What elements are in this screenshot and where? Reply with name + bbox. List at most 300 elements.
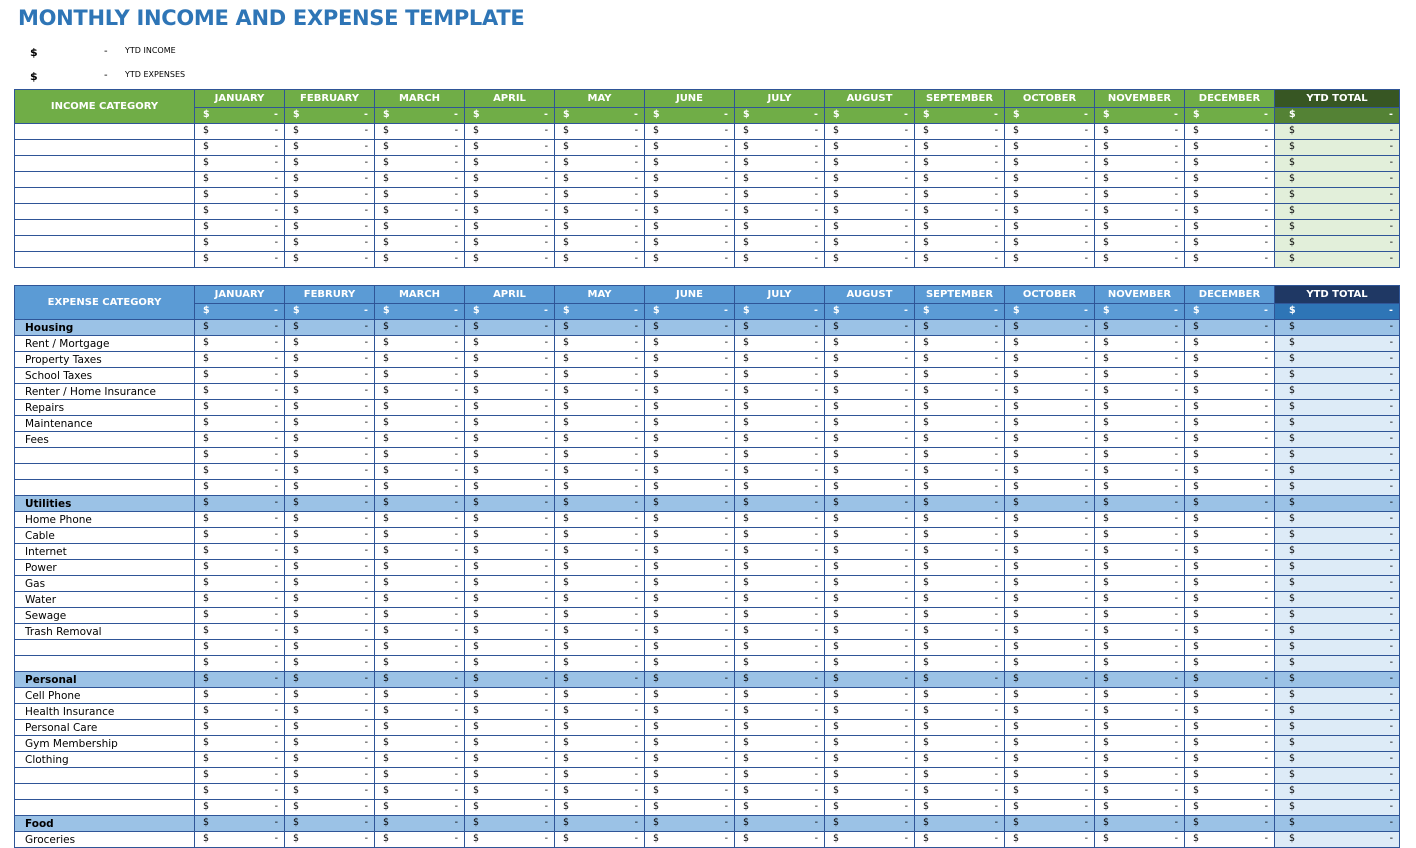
expense-amount-cell[interactable] <box>375 784 465 800</box>
expense-amount-cell[interactable] <box>1095 800 1185 816</box>
expense-amount-cell[interactable] <box>555 416 645 432</box>
expense-amount-cell[interactable] <box>1005 752 1095 768</box>
expense-amount-cell[interactable] <box>645 336 735 352</box>
expense-amount-cell[interactable] <box>195 400 285 416</box>
expense-amount-cell[interactable] <box>915 640 1005 656</box>
income-amount-cell[interactable] <box>555 156 645 172</box>
expense-amount-cell[interactable] <box>1095 480 1185 496</box>
income-amount-cell[interactable] <box>825 140 915 156</box>
expense-amount-cell[interactable] <box>825 640 915 656</box>
expense-amount-cell[interactable] <box>285 560 375 576</box>
expense-amount-cell[interactable] <box>1185 336 1275 352</box>
expense-amount-cell[interactable] <box>915 512 1005 528</box>
expense-amount-cell[interactable] <box>285 480 375 496</box>
expense-amount-cell[interactable] <box>555 368 645 384</box>
expense-amount-cell[interactable] <box>465 560 555 576</box>
expense-category-input[interactable]: Groceries <box>15 832 195 848</box>
expense-amount-cell[interactable] <box>465 576 555 592</box>
expense-amount-cell[interactable] <box>645 512 735 528</box>
expense-amount-cell[interactable] <box>285 752 375 768</box>
expense-amount-cell[interactable] <box>195 432 285 448</box>
expense-amount-cell[interactable] <box>735 400 825 416</box>
expense-amount-cell[interactable] <box>735 336 825 352</box>
income-amount-cell[interactable] <box>915 140 1005 156</box>
income-amount-cell[interactable] <box>1095 140 1185 156</box>
expense-amount-cell[interactable] <box>825 720 915 736</box>
expense-amount-cell[interactable] <box>555 432 645 448</box>
income-amount-cell[interactable] <box>285 220 375 236</box>
expense-amount-cell[interactable] <box>1005 688 1095 704</box>
expense-amount-cell[interactable] <box>465 432 555 448</box>
expense-amount-cell[interactable] <box>195 544 285 560</box>
income-amount-cell[interactable] <box>555 140 645 156</box>
expense-amount-cell[interactable] <box>1005 624 1095 640</box>
income-amount-cell[interactable] <box>465 220 555 236</box>
expense-amount-cell[interactable] <box>645 736 735 752</box>
expense-amount-cell[interactable] <box>555 768 645 784</box>
income-amount-cell[interactable] <box>915 220 1005 236</box>
expense-amount-cell[interactable] <box>465 736 555 752</box>
expense-amount-cell[interactable] <box>1005 480 1095 496</box>
income-amount-cell[interactable] <box>645 188 735 204</box>
income-amount-cell[interactable] <box>735 220 825 236</box>
expense-amount-cell[interactable] <box>645 544 735 560</box>
expense-amount-cell[interactable] <box>1005 432 1095 448</box>
expense-amount-cell[interactable] <box>465 768 555 784</box>
expense-category-input[interactable]: Property Taxes <box>15 352 195 368</box>
expense-amount-cell[interactable] <box>285 544 375 560</box>
expense-amount-cell[interactable] <box>555 608 645 624</box>
expense-amount-cell[interactable] <box>915 528 1005 544</box>
expense-amount-cell[interactable] <box>645 704 735 720</box>
expense-amount-cell[interactable] <box>915 544 1005 560</box>
expense-amount-cell[interactable] <box>825 448 915 464</box>
income-amount-cell[interactable] <box>735 156 825 172</box>
expense-amount-cell[interactable] <box>465 528 555 544</box>
expense-amount-cell[interactable] <box>735 608 825 624</box>
expense-amount-cell[interactable] <box>1095 416 1185 432</box>
expense-amount-cell[interactable] <box>555 560 645 576</box>
expense-amount-cell[interactable] <box>1095 560 1185 576</box>
expense-amount-cell[interactable] <box>735 832 825 848</box>
income-amount-cell[interactable] <box>195 188 285 204</box>
expense-amount-cell[interactable] <box>465 368 555 384</box>
income-amount-cell[interactable] <box>555 252 645 268</box>
expense-amount-cell[interactable] <box>915 656 1005 672</box>
expense-amount-cell[interactable] <box>195 368 285 384</box>
income-amount-cell[interactable] <box>375 204 465 220</box>
income-amount-cell[interactable] <box>555 220 645 236</box>
expense-amount-cell[interactable] <box>825 608 915 624</box>
income-amount-cell[interactable] <box>375 156 465 172</box>
expense-amount-cell[interactable] <box>1185 512 1275 528</box>
expense-category-input[interactable]: Repairs <box>15 400 195 416</box>
expense-amount-cell[interactable] <box>1005 560 1095 576</box>
expense-amount-cell[interactable] <box>915 432 1005 448</box>
expense-amount-cell[interactable] <box>1095 704 1185 720</box>
expense-amount-cell[interactable] <box>1095 624 1185 640</box>
income-amount-cell[interactable] <box>1095 124 1185 140</box>
income-amount-cell[interactable] <box>285 236 375 252</box>
expense-amount-cell[interactable] <box>1095 640 1185 656</box>
income-amount-cell[interactable] <box>1185 188 1275 204</box>
expense-amount-cell[interactable] <box>1185 448 1275 464</box>
expense-category-input[interactable]: Fees <box>15 432 195 448</box>
expense-amount-cell[interactable] <box>735 752 825 768</box>
expense-amount-cell[interactable] <box>735 528 825 544</box>
income-category-input[interactable] <box>15 252 195 268</box>
income-amount-cell[interactable] <box>285 140 375 156</box>
expense-amount-cell[interactable] <box>735 352 825 368</box>
income-amount-cell[interactable] <box>375 236 465 252</box>
expense-amount-cell[interactable] <box>735 416 825 432</box>
expense-amount-cell[interactable] <box>285 640 375 656</box>
expense-amount-cell[interactable] <box>285 352 375 368</box>
expense-amount-cell[interactable] <box>915 768 1005 784</box>
income-amount-cell[interactable] <box>735 204 825 220</box>
expense-amount-cell[interactable] <box>825 480 915 496</box>
expense-amount-cell[interactable] <box>375 432 465 448</box>
expense-amount-cell[interactable] <box>375 832 465 848</box>
expense-amount-cell[interactable] <box>195 800 285 816</box>
income-amount-cell[interactable] <box>195 172 285 188</box>
expense-amount-cell[interactable] <box>825 368 915 384</box>
expense-amount-cell[interactable] <box>1095 832 1185 848</box>
expense-amount-cell[interactable] <box>375 608 465 624</box>
expense-amount-cell[interactable] <box>645 368 735 384</box>
expense-amount-cell[interactable] <box>375 368 465 384</box>
income-amount-cell[interactable] <box>195 156 285 172</box>
expense-amount-cell[interactable] <box>465 416 555 432</box>
expense-amount-cell[interactable] <box>645 448 735 464</box>
income-amount-cell[interactable] <box>465 188 555 204</box>
expense-amount-cell[interactable] <box>285 688 375 704</box>
expense-amount-cell[interactable] <box>555 352 645 368</box>
expense-amount-cell[interactable] <box>555 832 645 848</box>
expense-amount-cell[interactable] <box>645 784 735 800</box>
expense-amount-cell[interactable] <box>375 480 465 496</box>
expense-amount-cell[interactable] <box>555 400 645 416</box>
income-amount-cell[interactable] <box>555 204 645 220</box>
expense-amount-cell[interactable] <box>555 480 645 496</box>
expense-amount-cell[interactable] <box>735 704 825 720</box>
expense-amount-cell[interactable] <box>645 752 735 768</box>
expense-amount-cell[interactable] <box>1185 544 1275 560</box>
income-amount-cell[interactable] <box>915 172 1005 188</box>
income-amount-cell[interactable] <box>735 172 825 188</box>
expense-amount-cell[interactable] <box>645 832 735 848</box>
expense-amount-cell[interactable] <box>195 736 285 752</box>
expense-category-input[interactable] <box>15 800 195 816</box>
expense-amount-cell[interactable] <box>1095 768 1185 784</box>
expense-amount-cell[interactable] <box>285 624 375 640</box>
income-category-input[interactable] <box>15 124 195 140</box>
expense-amount-cell[interactable] <box>375 688 465 704</box>
income-amount-cell[interactable] <box>645 220 735 236</box>
expense-amount-cell[interactable] <box>1095 448 1185 464</box>
expense-amount-cell[interactable] <box>825 544 915 560</box>
income-amount-cell[interactable] <box>465 172 555 188</box>
expense-amount-cell[interactable] <box>465 336 555 352</box>
expense-amount-cell[interactable] <box>645 384 735 400</box>
expense-amount-cell[interactable] <box>735 592 825 608</box>
income-amount-cell[interactable] <box>1185 220 1275 236</box>
expense-amount-cell[interactable] <box>375 384 465 400</box>
income-amount-cell[interactable] <box>195 220 285 236</box>
expense-amount-cell[interactable] <box>1005 800 1095 816</box>
expense-category-input[interactable]: Water <box>15 592 195 608</box>
expense-amount-cell[interactable] <box>735 624 825 640</box>
expense-amount-cell[interactable] <box>1005 704 1095 720</box>
expense-amount-cell[interactable] <box>375 800 465 816</box>
expense-amount-cell[interactable] <box>555 528 645 544</box>
expense-amount-cell[interactable] <box>1095 544 1185 560</box>
income-category-input[interactable] <box>15 156 195 172</box>
expense-amount-cell[interactable] <box>465 400 555 416</box>
expense-amount-cell[interactable] <box>1005 608 1095 624</box>
expense-amount-cell[interactable] <box>375 720 465 736</box>
expense-amount-cell[interactable] <box>735 576 825 592</box>
expense-amount-cell[interactable] <box>465 592 555 608</box>
income-amount-cell[interactable] <box>465 204 555 220</box>
expense-amount-cell[interactable] <box>195 704 285 720</box>
income-amount-cell[interactable] <box>285 172 375 188</box>
income-amount-cell[interactable] <box>645 124 735 140</box>
expense-amount-cell[interactable] <box>195 768 285 784</box>
expense-amount-cell[interactable] <box>645 400 735 416</box>
expense-amount-cell[interactable] <box>1185 688 1275 704</box>
expense-amount-cell[interactable] <box>1095 752 1185 768</box>
expense-amount-cell[interactable] <box>825 768 915 784</box>
expense-amount-cell[interactable] <box>375 576 465 592</box>
expense-amount-cell[interactable] <box>285 512 375 528</box>
expense-amount-cell[interactable] <box>1185 704 1275 720</box>
expense-amount-cell[interactable] <box>1185 400 1275 416</box>
income-amount-cell[interactable] <box>735 188 825 204</box>
expense-amount-cell[interactable] <box>735 784 825 800</box>
income-amount-cell[interactable] <box>735 252 825 268</box>
income-amount-cell[interactable] <box>195 252 285 268</box>
expense-amount-cell[interactable] <box>555 720 645 736</box>
expense-amount-cell[interactable] <box>735 560 825 576</box>
expense-amount-cell[interactable] <box>735 432 825 448</box>
expense-amount-cell[interactable] <box>645 464 735 480</box>
expense-amount-cell[interactable] <box>1185 720 1275 736</box>
expense-amount-cell[interactable] <box>555 544 645 560</box>
expense-amount-cell[interactable] <box>735 512 825 528</box>
income-amount-cell[interactable] <box>915 188 1005 204</box>
expense-amount-cell[interactable] <box>915 560 1005 576</box>
expense-category-input[interactable]: Trash Removal <box>15 624 195 640</box>
expense-amount-cell[interactable] <box>825 752 915 768</box>
expense-amount-cell[interactable] <box>915 464 1005 480</box>
expense-amount-cell[interactable] <box>1095 432 1185 448</box>
expense-amount-cell[interactable] <box>375 544 465 560</box>
expense-amount-cell[interactable] <box>285 656 375 672</box>
income-amount-cell[interactable] <box>195 140 285 156</box>
expense-amount-cell[interactable] <box>285 464 375 480</box>
expense-category-input[interactable]: Health Insurance <box>15 704 195 720</box>
expense-category-input[interactable]: Cable <box>15 528 195 544</box>
income-category-input[interactable] <box>15 220 195 236</box>
expense-amount-cell[interactable] <box>1005 784 1095 800</box>
expense-amount-cell[interactable] <box>1095 400 1185 416</box>
expense-amount-cell[interactable] <box>915 784 1005 800</box>
expense-amount-cell[interactable] <box>195 752 285 768</box>
expense-amount-cell[interactable] <box>735 736 825 752</box>
expense-amount-cell[interactable] <box>375 512 465 528</box>
expense-amount-cell[interactable] <box>915 400 1005 416</box>
expense-amount-cell[interactable] <box>1185 480 1275 496</box>
income-amount-cell[interactable] <box>1185 124 1275 140</box>
expense-amount-cell[interactable] <box>825 656 915 672</box>
expense-amount-cell[interactable] <box>645 624 735 640</box>
income-amount-cell[interactable] <box>1005 204 1095 220</box>
expense-amount-cell[interactable] <box>375 528 465 544</box>
income-amount-cell[interactable] <box>555 188 645 204</box>
income-amount-cell[interactable] <box>645 140 735 156</box>
expense-amount-cell[interactable] <box>1005 768 1095 784</box>
expense-amount-cell[interactable] <box>285 384 375 400</box>
expense-amount-cell[interactable] <box>195 512 285 528</box>
expense-amount-cell[interactable] <box>1095 720 1185 736</box>
expense-amount-cell[interactable] <box>375 352 465 368</box>
income-amount-cell[interactable] <box>1185 252 1275 268</box>
income-amount-cell[interactable] <box>825 252 915 268</box>
income-amount-cell[interactable] <box>1005 252 1095 268</box>
expense-amount-cell[interactable] <box>645 688 735 704</box>
income-amount-cell[interactable] <box>825 204 915 220</box>
income-amount-cell[interactable] <box>465 252 555 268</box>
expense-amount-cell[interactable] <box>1185 576 1275 592</box>
expense-amount-cell[interactable] <box>1185 800 1275 816</box>
expense-amount-cell[interactable] <box>285 832 375 848</box>
expense-amount-cell[interactable] <box>915 416 1005 432</box>
expense-category-input[interactable] <box>15 784 195 800</box>
expense-amount-cell[interactable] <box>465 464 555 480</box>
income-amount-cell[interactable] <box>555 172 645 188</box>
expense-amount-cell[interactable] <box>1095 336 1185 352</box>
expense-amount-cell[interactable] <box>1095 528 1185 544</box>
income-amount-cell[interactable] <box>285 188 375 204</box>
expense-amount-cell[interactable] <box>195 528 285 544</box>
expense-amount-cell[interactable] <box>375 336 465 352</box>
income-amount-cell[interactable] <box>285 156 375 172</box>
expense-amount-cell[interactable] <box>465 512 555 528</box>
income-amount-cell[interactable] <box>465 236 555 252</box>
expense-amount-cell[interactable] <box>645 768 735 784</box>
income-amount-cell[interactable] <box>1095 188 1185 204</box>
expense-amount-cell[interactable] <box>915 704 1005 720</box>
expense-amount-cell[interactable] <box>195 384 285 400</box>
expense-amount-cell[interactable] <box>1005 512 1095 528</box>
income-amount-cell[interactable] <box>195 236 285 252</box>
expense-amount-cell[interactable] <box>1005 448 1095 464</box>
expense-amount-cell[interactable] <box>195 656 285 672</box>
expense-amount-cell[interactable] <box>825 624 915 640</box>
expense-amount-cell[interactable] <box>195 624 285 640</box>
expense-amount-cell[interactable] <box>1095 592 1185 608</box>
expense-amount-cell[interactable] <box>1185 784 1275 800</box>
expense-amount-cell[interactable] <box>735 544 825 560</box>
expense-category-input[interactable]: Personal Care <box>15 720 195 736</box>
expense-amount-cell[interactable] <box>195 416 285 432</box>
expense-amount-cell[interactable] <box>825 704 915 720</box>
expense-amount-cell[interactable] <box>915 736 1005 752</box>
expense-amount-cell[interactable] <box>465 640 555 656</box>
expense-amount-cell[interactable] <box>645 560 735 576</box>
expense-amount-cell[interactable] <box>195 720 285 736</box>
expense-category-input[interactable]: Cell Phone <box>15 688 195 704</box>
income-amount-cell[interactable] <box>1185 236 1275 252</box>
expense-amount-cell[interactable] <box>645 528 735 544</box>
expense-amount-cell[interactable] <box>195 448 285 464</box>
expense-amount-cell[interactable] <box>825 576 915 592</box>
expense-amount-cell[interactable] <box>735 768 825 784</box>
expense-amount-cell[interactable] <box>555 512 645 528</box>
expense-amount-cell[interactable] <box>645 800 735 816</box>
expense-amount-cell[interactable] <box>285 784 375 800</box>
expense-amount-cell[interactable] <box>825 528 915 544</box>
expense-amount-cell[interactable] <box>555 448 645 464</box>
expense-amount-cell[interactable] <box>915 752 1005 768</box>
income-amount-cell[interactable] <box>1095 156 1185 172</box>
expense-amount-cell[interactable] <box>465 752 555 768</box>
income-amount-cell[interactable] <box>1005 172 1095 188</box>
expense-amount-cell[interactable] <box>375 768 465 784</box>
income-amount-cell[interactable] <box>1095 220 1185 236</box>
expense-amount-cell[interactable] <box>1095 688 1185 704</box>
expense-amount-cell[interactable] <box>735 640 825 656</box>
expense-amount-cell[interactable] <box>1005 656 1095 672</box>
expense-amount-cell[interactable] <box>915 720 1005 736</box>
expense-amount-cell[interactable] <box>195 560 285 576</box>
expense-amount-cell[interactable] <box>915 608 1005 624</box>
expense-amount-cell[interactable] <box>915 576 1005 592</box>
expense-category-input[interactable]: Home Phone <box>15 512 195 528</box>
expense-amount-cell[interactable] <box>465 704 555 720</box>
expense-category-input[interactable]: Sewage <box>15 608 195 624</box>
income-amount-cell[interactable] <box>1005 140 1095 156</box>
expense-amount-cell[interactable] <box>735 448 825 464</box>
income-amount-cell[interactable] <box>645 252 735 268</box>
income-amount-cell[interactable] <box>645 236 735 252</box>
expense-amount-cell[interactable] <box>465 352 555 368</box>
income-amount-cell[interactable] <box>195 204 285 220</box>
expense-amount-cell[interactable] <box>375 416 465 432</box>
income-amount-cell[interactable] <box>1095 204 1185 220</box>
expense-amount-cell[interactable] <box>1185 736 1275 752</box>
ytd-income-value[interactable]: - <box>104 46 108 57</box>
expense-amount-cell[interactable] <box>465 688 555 704</box>
expense-amount-cell[interactable] <box>915 448 1005 464</box>
income-amount-cell[interactable] <box>915 236 1005 252</box>
income-amount-cell[interactable] <box>735 140 825 156</box>
expense-amount-cell[interactable] <box>735 720 825 736</box>
income-amount-cell[interactable] <box>375 172 465 188</box>
income-category-input[interactable] <box>15 188 195 204</box>
income-amount-cell[interactable] <box>285 204 375 220</box>
expense-amount-cell[interactable] <box>555 736 645 752</box>
expense-amount-cell[interactable] <box>1095 736 1185 752</box>
income-amount-cell[interactable] <box>915 252 1005 268</box>
income-amount-cell[interactable] <box>915 156 1005 172</box>
expense-amount-cell[interactable] <box>825 800 915 816</box>
expense-amount-cell[interactable] <box>375 592 465 608</box>
expense-amount-cell[interactable] <box>915 688 1005 704</box>
expense-amount-cell[interactable] <box>645 576 735 592</box>
expense-amount-cell[interactable] <box>1005 384 1095 400</box>
